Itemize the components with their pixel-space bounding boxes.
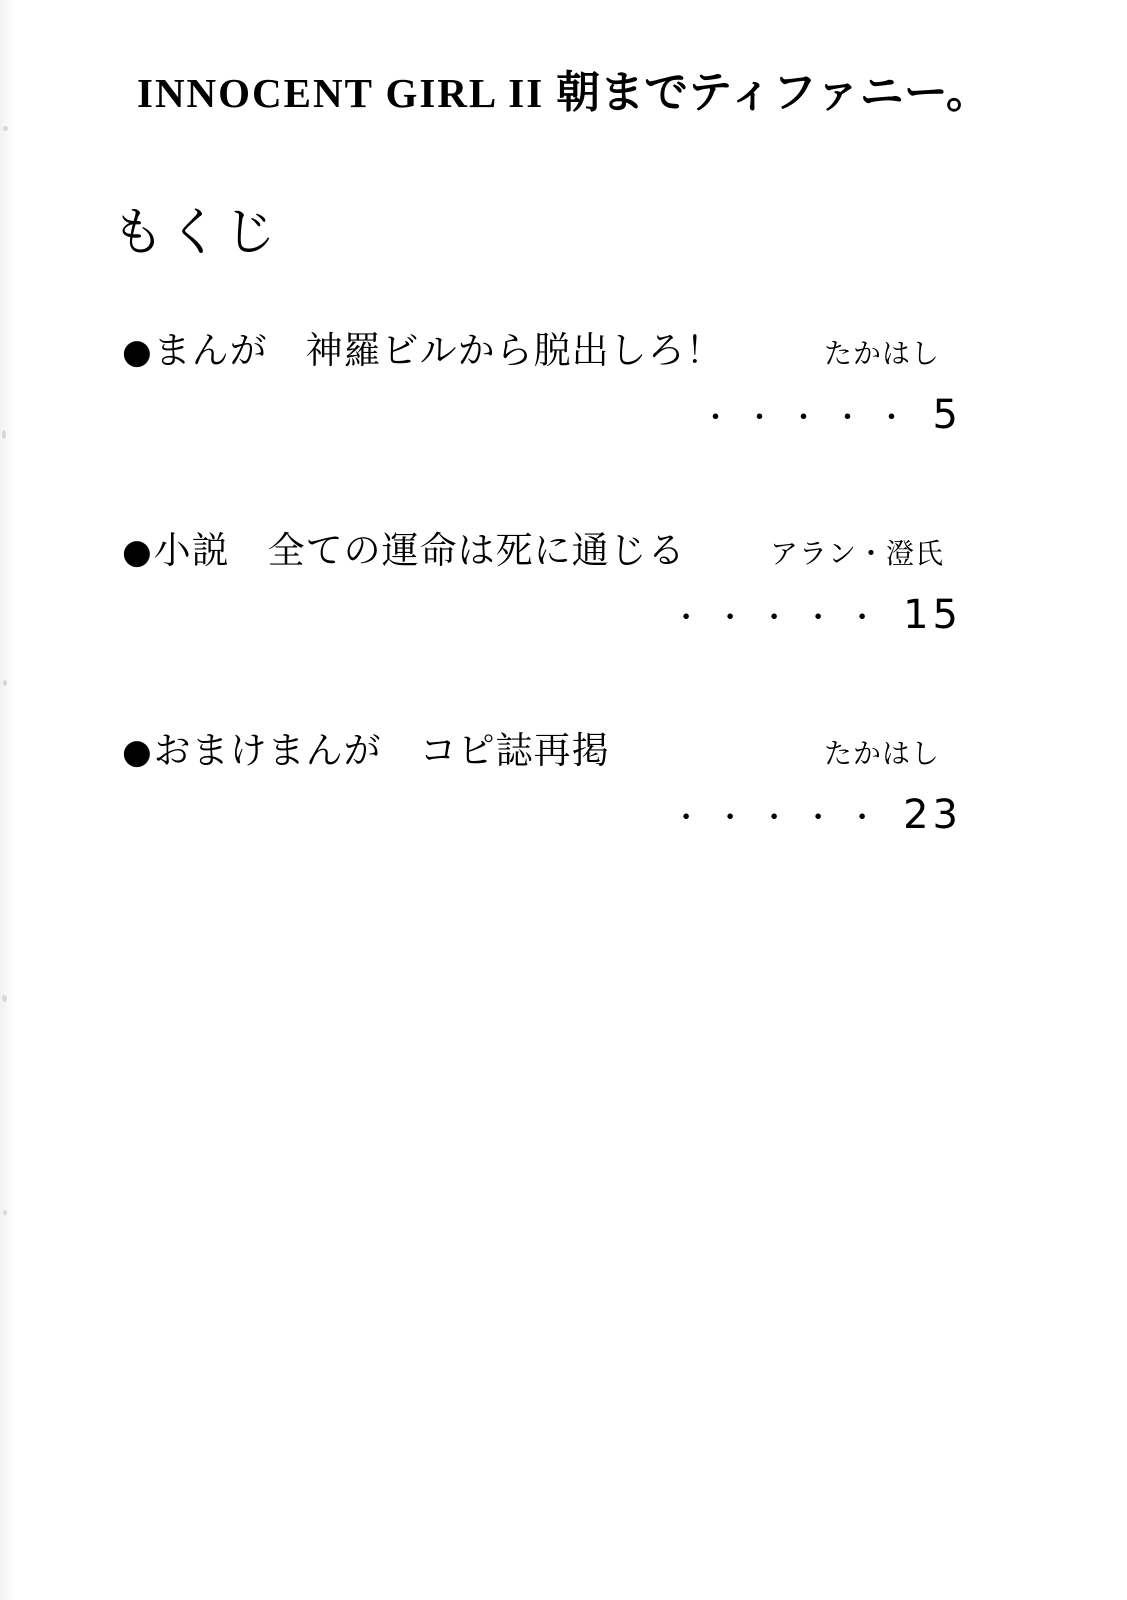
bullet-icon: ● bbox=[122, 532, 152, 572]
toc-entry-page-row bbox=[671, 792, 962, 838]
toc-entry bbox=[0, 520, 1127, 720]
toc-entry-page-number: 5 bbox=[932, 392, 962, 438]
toc-entry-page-number: 23 bbox=[903, 792, 962, 838]
toc-heading: もくじ bbox=[112, 203, 281, 263]
page-title-japanese: 朝までティファニー。 bbox=[556, 67, 991, 118]
leader-dots: ・・・・・ bbox=[671, 601, 892, 636]
toc-entry-author: アラン・澄氏 bbox=[770, 537, 945, 570]
toc-entry-page-row bbox=[701, 392, 962, 438]
toc-entry-author: たかはし bbox=[824, 737, 941, 770]
leader-dots: ・・・・・ bbox=[700, 401, 921, 436]
page-title-latin: INNOCENT GIRL II bbox=[136, 70, 545, 116]
leader-dots: ・・・・・ bbox=[671, 801, 892, 836]
toc-entry-page-row bbox=[671, 592, 962, 638]
bullet-icon: ● bbox=[122, 732, 152, 772]
toc-entry-page-number: 15 bbox=[903, 592, 962, 638]
toc-list bbox=[0, 320, 1127, 920]
toc-entry bbox=[0, 720, 1127, 920]
toc-entry-author: たかはし bbox=[824, 337, 941, 370]
toc-entry bbox=[0, 320, 1127, 520]
toc-entry-title: まんが 神羅ビルから脱出しろ！ bbox=[153, 329, 724, 372]
toc-entry-title: 小説 全ての運命は死に通じる bbox=[153, 529, 686, 572]
page-title bbox=[0, 56, 1127, 120]
bullet-icon: ● bbox=[122, 332, 152, 372]
toc-entry-title: おまけまんが コピ誌再掲 bbox=[153, 729, 610, 772]
